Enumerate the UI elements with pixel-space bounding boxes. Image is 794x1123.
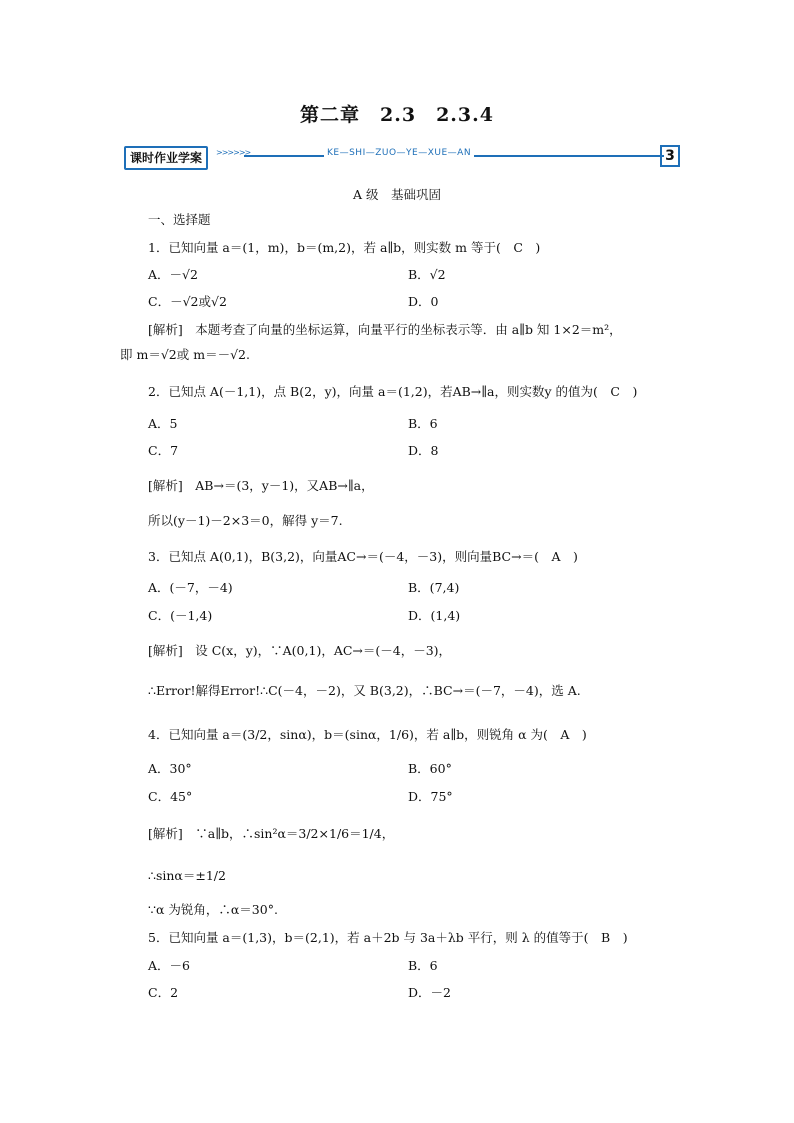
question-4-option-a: A．30° — [148, 761, 192, 776]
level-heading: A 级 基础巩固 — [352, 187, 441, 202]
question-4-analysis-2: ∴sinα＝±1/2 — [148, 868, 226, 883]
question-2-option-a: A．5 — [148, 416, 178, 431]
section-heading: 一、选择题 — [148, 212, 211, 227]
question-2-option-d: D．8 — [408, 443, 439, 458]
banner-label: 课时作业学案 — [124, 146, 208, 170]
question-3-option-d: D．(1,4) — [408, 608, 461, 623]
question-1-analysis-2: 即 m＝√2或 m＝－√2. — [120, 347, 250, 362]
question-5-option-b: B．6 — [408, 958, 438, 973]
question-3-option-c: C．(－1,4) — [148, 608, 213, 623]
question-5-option-c: C．2 — [148, 985, 179, 1000]
banner-arrows: >>>>>> — [216, 148, 251, 157]
question-3-analysis-2: ∴Error!解得Error!∴C(－4，－2)，又 B(3,2)，∴BC→＝(－7，－4)，选 A. — [148, 683, 581, 698]
question-2-option-c: C．7 — [148, 443, 179, 458]
question-4-stem: 4．已知向量 a＝(3/2，sinα)，b＝(sinα，1/6)，若 a∥b，则锐角 α 为( A ) — [148, 727, 587, 742]
question-1-option-b: B．√2 — [408, 267, 446, 282]
page-title: 第二章 2.3 2.3.4 — [300, 104, 494, 126]
question-1-analysis-1: [解析] 本题考查了向量的坐标运算，向量平行的坐标表示等．由 a∥b 知 1×2＝m²， — [148, 322, 622, 337]
question-1-option-a: A．－√2 — [148, 267, 198, 282]
question-2-option-b: B．6 — [408, 416, 438, 431]
question-4-option-c: C．45° — [148, 789, 193, 804]
question-3-analysis-1: [解析] 设 C(x，y)，∵A(0,1)，AC→＝(－4，－3)， — [148, 643, 452, 658]
banner-pinyin: KE—SHI—ZUO—YE—XUE—AN — [324, 148, 474, 158]
question-2-stem: 2．已知点 A(－1,1)，点 B(2，y)，向量 a＝(1,2)，若AB→∥a，则实数y 的值为( C ) — [148, 384, 638, 399]
question-2-analysis-1: [解析] AB→＝(3，y－1)，又AB→∥a， — [148, 478, 374, 493]
question-1-option-d: D．0 — [408, 294, 439, 309]
section-banner — [124, 146, 680, 168]
question-5-stem: 5．已知向量 a＝(1,3)，b＝(2,1)，若 a＋2b 与 3a＋λb 平行，则 λ 的值等于( B ) — [148, 930, 628, 945]
question-4-analysis-3: ∵α 为锐角，∴α＝30°. — [148, 902, 278, 917]
question-5-option-a: A．－6 — [148, 958, 190, 973]
question-4-analysis-1: [解析] ∵a∥b，∴sin²α＝3/2×1/6＝1/4， — [148, 826, 395, 841]
question-2-analysis-2: 所以(y－1)－2×3＝0，解得 y＝7. — [148, 513, 343, 528]
question-4-option-b: B．60° — [408, 761, 452, 776]
question-1-option-c: C．－√2或√2 — [148, 294, 227, 309]
question-3-option-b: B．(7,4) — [408, 580, 460, 595]
banner-number: 3 — [660, 145, 680, 167]
question-1-stem: 1．已知向量 a＝(1，m)，b＝(m,2)，若 a∥b，则实数 m 等于( C ) — [148, 240, 541, 255]
question-3-stem: 3．已知点 A(0,1)，B(3,2)，向量AC→＝(－4，－3)，则向量BC→＝( A ) — [148, 549, 578, 564]
question-4-option-d: D．75° — [408, 789, 453, 804]
question-5-option-d: D．－2 — [408, 985, 451, 1000]
question-3-option-a: A．(－7，－4) — [148, 580, 233, 595]
